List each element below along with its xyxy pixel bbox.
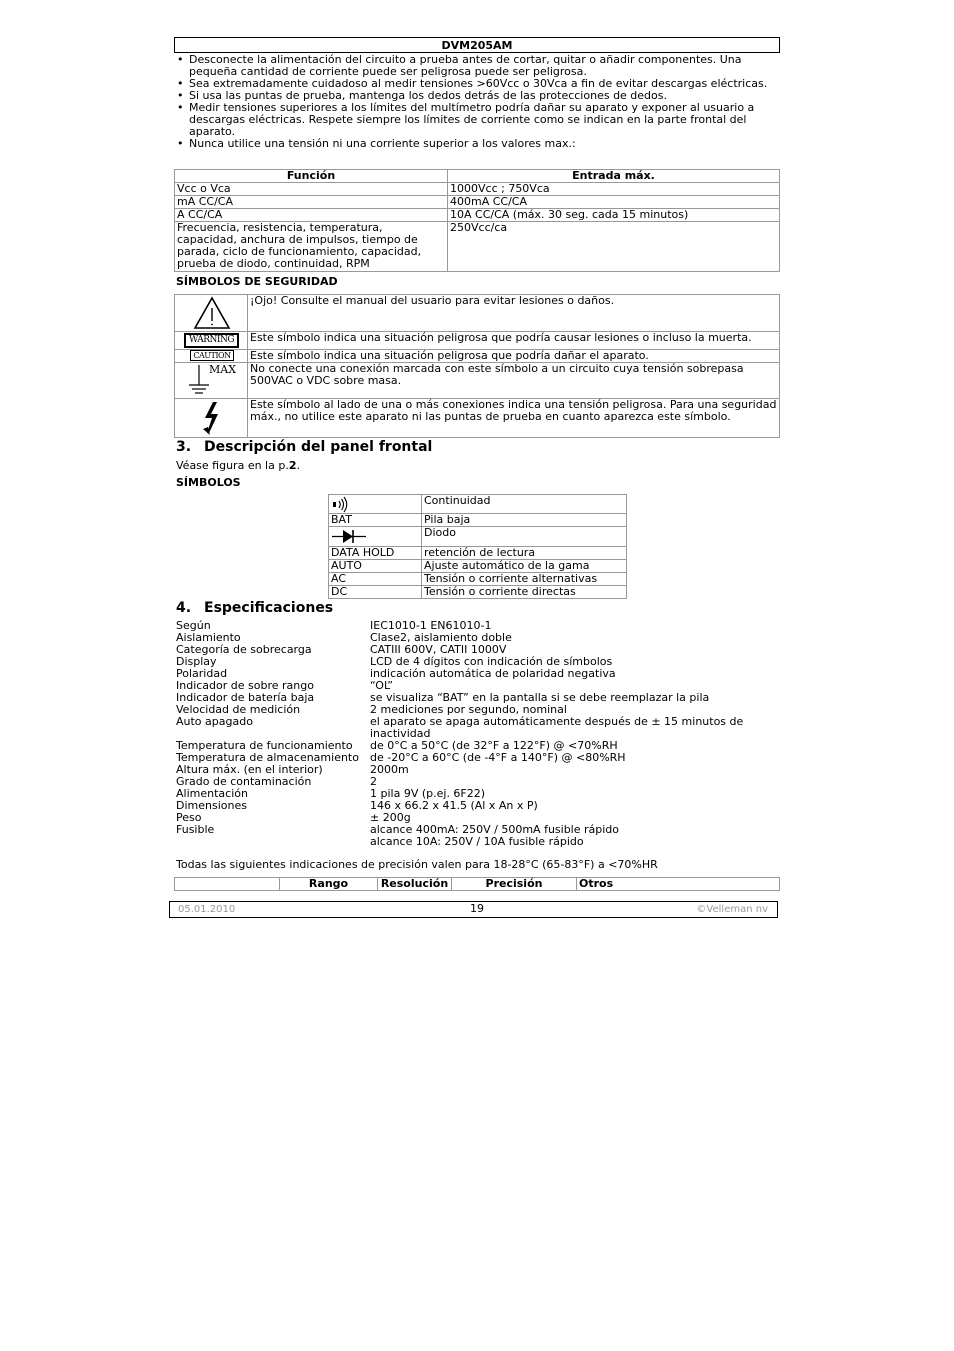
ground-max-icon: MAX — [175, 363, 248, 399]
spec-row: Grado de contaminación 2 — [176, 775, 377, 788]
spec-row: Dimensiones 146 x 66.2 x 41.5 (Al x An x P) — [176, 799, 538, 812]
safety-symbols-table — [174, 294, 780, 438]
table-header: Resolución — [378, 878, 452, 891]
spec-row: Auto apagado el aparato se apaga automáticamente después de ± 15 minutos de inactividad — [176, 715, 744, 740]
table-cell: 400mA CC/CA — [448, 196, 780, 209]
diode-icon — [329, 527, 422, 547]
table-cell: Ajuste automático de la gama — [422, 560, 627, 573]
safety-bullet-list — [176, 54, 776, 150]
spec-row: Velocidad de medición 2 mediciones por segundo, nominal — [176, 703, 567, 716]
table-cell: retención de lectura — [422, 547, 627, 560]
table-row — [175, 399, 780, 438]
model-header: DVM205AM — [174, 37, 780, 53]
bullet-item: • Desconecte la alimentación del circuito a prueba antes de cortar, quitar o añadir componentes. Una pequeña cantidad de corriente puede ser peligrosa puede ser peligrosa. — [176, 54, 776, 78]
table-row — [175, 295, 780, 332]
table-cell: mA CC/CA — [175, 196, 448, 209]
spec-row: Categoría de sobrecarga CATIII 600V, CATII 1000V — [176, 643, 507, 656]
spec-row: Alimentación 1 pila 9V (p.ej. 6F22) — [176, 787, 486, 800]
table-cell: 1000Vcc ; 750Vca — [448, 183, 780, 196]
table-row — [329, 573, 627, 586]
table-row — [329, 495, 627, 514]
spec-row: Display LCD de 4 dígitos con indicación de símbolos — [176, 655, 613, 668]
spec-row: Fusible alcance 400mA: 250V / 500mA fusible rápido — [176, 823, 620, 836]
spec-row: Temperatura de funcionamiento de 0°C a 50°C (de 32°F a 122°F) @ <70%RH — [176, 739, 618, 752]
spec-row: Polaridad indicación automática de polaridad negativa — [176, 667, 616, 680]
table-cell: Pila baja — [422, 514, 627, 527]
section-4-heading: 4. Especificaciones — [176, 600, 334, 616]
table-row — [175, 350, 780, 363]
table-row — [175, 196, 780, 209]
accuracy-note: Todas las siguientes indicaciones de precisión valen para 18-28°C (65-83°F) a <70%HR — [176, 858, 658, 871]
table-cell: Vcc o Vca — [175, 183, 448, 196]
table-cell: AC — [329, 573, 422, 586]
table-cell: Diodo — [422, 527, 627, 547]
table-cell: 250Vcc/ca — [448, 222, 780, 272]
table-cell: A CC/CA — [175, 209, 448, 222]
spec-row: Aislamiento Clase2, aislamiento doble — [176, 631, 512, 644]
table-row — [175, 222, 780, 272]
table-cell: ¡Ojo! Consulte el manual del usuario para evitar lesiones o daños. — [248, 295, 780, 332]
table-header: Entrada máx. — [448, 170, 780, 183]
spec-row: Indicador de batería baja se visualiza “BAT” en la pantalla si se debe reemplazar la pila — [176, 691, 710, 704]
table-cell: Frecuencia, resistencia, temperatura, capacidad, anchura de impulsos, tiempo de parada, ciclo de funcionamiento, capacidad, prueba de diodo, continuidad, RPM — [175, 222, 448, 272]
table-cell: AUTO — [329, 560, 422, 573]
spec-row: Indicador de sobre rango “OL” — [176, 679, 393, 692]
table-cell: Continuidad — [422, 495, 627, 514]
table-row — [175, 332, 780, 350]
spec-row: Según IEC1010-1 EN61010-1 — [176, 619, 492, 632]
table-row — [175, 209, 780, 222]
spec-row: Altura máx. (en el interior) 2000m — [176, 763, 409, 776]
table-header: Precisión — [452, 878, 577, 891]
safety-symbols-title: SÍMBOLOS DE SEGURIDAD — [176, 275, 338, 288]
table-row — [175, 878, 780, 891]
table-row — [329, 547, 627, 560]
caution-label-icon: CAUTION — [175, 350, 248, 363]
specifications-list — [176, 620, 776, 848]
table-row — [175, 183, 780, 196]
page-number: 19 — [470, 902, 484, 915]
table-cell: BAT — [329, 514, 422, 527]
spec-row: Temperatura de almacenamiento de -20°C a 60°C (de -4°F a 140°F) @ <80%RH — [176, 751, 626, 764]
bullet-item: • Sea extremadamente cuidadoso al medir tensiones >60Vcc o 30Vca a fin de evitar descargas eléctricas. — [176, 78, 776, 90]
section-3-heading: 3. Descripción del panel frontal — [176, 439, 433, 455]
spec-row: alcance 10A: 250V / 10A fusible rápido — [370, 835, 584, 848]
table-cell: No conecte una conexión marcada con este símbolo a un circuito cuya tensión sobrepasa 500VAC o VDC sobre masa. — [248, 363, 780, 399]
symbols-title: SÍMBOLOS — [176, 476, 241, 489]
table-row — [329, 586, 627, 599]
table-cell: Este símbolo al lado de una o más conexiones indica una tensión peligrosa. Para una seguridad máx., no utilice este aparato ni las puntas de prueba en cuanto aparezca este símbolo. — [248, 399, 780, 438]
table-row — [329, 560, 627, 573]
continuity-icon — [329, 495, 422, 514]
footer-copyright: ©Velleman nv — [696, 904, 768, 915]
table-cell: Tensión o corriente directas — [422, 586, 627, 599]
lightning-bolt-icon — [175, 399, 248, 438]
bullet-item: • Nunca utilice una tensión ni una corriente superior a los valores max.: — [176, 138, 776, 150]
warning-label-icon: WARNING — [175, 332, 248, 350]
table-header: Función — [175, 170, 448, 183]
table-row — [329, 514, 627, 527]
table-cell: DATA HOLD — [329, 547, 422, 560]
spec-row: Peso ± 200g — [176, 811, 411, 824]
footer-date: 05.01.2010 — [178, 904, 236, 915]
table-header: Rango — [280, 878, 378, 891]
accuracy-table — [174, 877, 780, 891]
table-row — [175, 363, 780, 399]
bullet-item: • Si usa las puntas de prueba, mantenga los dedos detrás de las protecciones de dedos. — [176, 90, 776, 102]
table-cell: Este símbolo indica una situación peligrosa que podría causar lesiones o incluso la muerta. — [248, 332, 780, 350]
table-row — [329, 527, 627, 547]
warning-triangle-icon — [175, 295, 248, 332]
bullet-item: • Medir tensiones superiores a los límites del multímetro podría dañar su aparato y exponer al usuario a descargas eléctricas. Respete siempre los límites de corriente como se indican en la parte frontal del aparato. — [176, 102, 776, 138]
table-header: Otros — [577, 878, 780, 891]
table-header — [175, 878, 280, 891]
table-cell: 10A CC/CA (máx. 30 seg. cada 15 minutos) — [448, 209, 780, 222]
table-cell: DC — [329, 586, 422, 599]
max-input-table — [174, 169, 780, 272]
table-cell: Este símbolo indica una situación peligrosa que podría dañar el aparato. — [248, 350, 780, 363]
display-symbols-table — [328, 494, 627, 599]
figure-reference: Véase figura en la p.2. — [176, 459, 300, 472]
page-footer — [169, 901, 778, 918]
table-cell: Tensión o corriente alternativas — [422, 573, 627, 586]
